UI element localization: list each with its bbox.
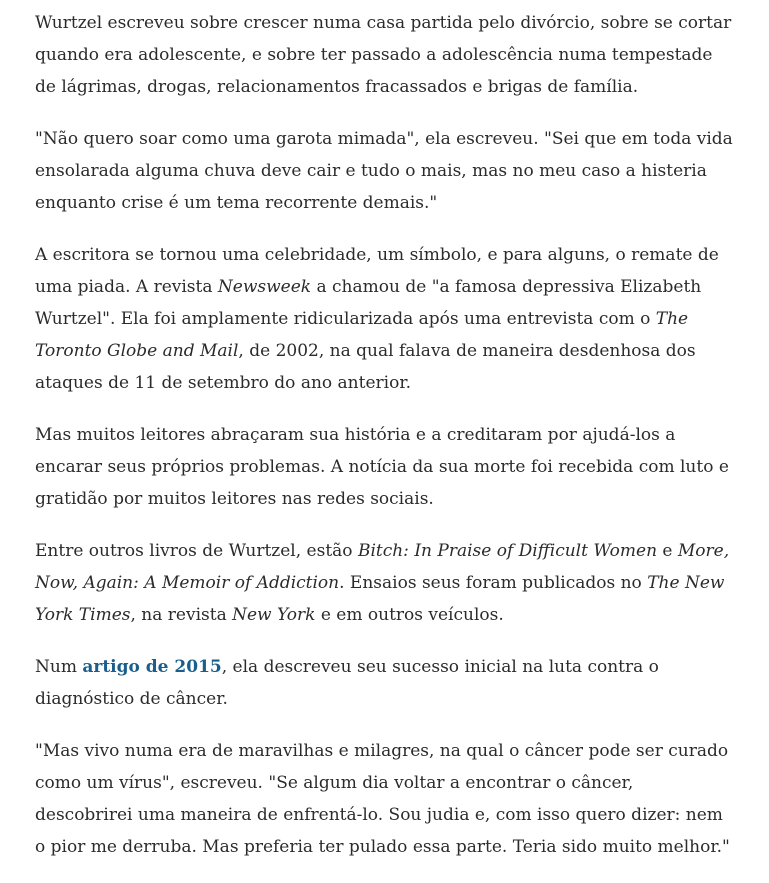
paragraph-5-text-3: . Ensaios seus foram publicados no <box>339 573 648 593</box>
paragraph-3 <box>35 239 735 399</box>
paragraph-3-text-1: A escritora se tornou uma celebridade, um símbolo, e para alguns, o remate de uma piada. A revista <box>35 245 719 297</box>
paragraph-2: "Não quero soar como uma garota mimada", ela escreveu. "Sei que em toda vida ensolarada alguma chuva deve cair e tudo o mais, mas no meu caso a histeria enquanto crise é um tema recorrente demais." <box>35 129 733 213</box>
article-2015-link[interactable]: artigo de 2015 <box>82 657 222 677</box>
paragraph-6-text-2: , ela descreveu seu sucesso inicial na luta contra o diagnóstico de câncer. <box>35 657 659 709</box>
paragraph-3-text-2: a chamou de "a famosa depressiva Elizabeth Wurtzel". Ela foi amplamente ridicularizada após uma entrevista com o <box>35 277 702 329</box>
paragraph-6-text-1: Num <box>35 657 83 677</box>
nyt-title: The New York Times <box>35 573 725 625</box>
paragraph-1: Wurtzel escreveu sobre crescer numa casa partida pelo divórcio, sobre se cortar quando era adolescente, e sobre ter passado a adolescência numa tempestade de lágrimas, drogas, relacionamentos fracassados e brigas de família. <box>35 13 732 97</box>
paragraph-5 <box>35 535 735 631</box>
book-title-bitch: Bitch: In Praise of Difficult Women <box>357 541 658 561</box>
paragraph-7: "Mas vivo numa era de maravilhas e milagres, na qual o câncer pode ser curado como um vírus", escreveu. "Se algum dia voltar a encontrar o câncer, descobrirei uma maneira de enfrentá-lo. Sou judia e, com isso quero dizer: nem o pior me derruba. Mas preferia ter pulado essa parte. Teria sido muito melhor." <box>35 741 730 857</box>
paragraph-4: Mas muitos leitores abraçaram sua história e a creditaram por ajudá-los a encarar seus próprios problemas. A notícia da sua morte foi recebida com luto e gratidão por muitos leitores nas redes sociais. <box>35 425 729 509</box>
paragraph-5-text-2: e <box>657 541 678 561</box>
paragraph-5-text-1: Entre outros livros de Wurtzel, estão <box>35 541 358 561</box>
newsweek-title: Newsweek <box>217 277 312 297</box>
book-title-more-now-again: More, Now, Again: A Memoir of Addiction <box>35 541 730 593</box>
toronto-globe-title: The Toronto Globe and Mail <box>35 309 689 361</box>
paragraph-3-text-3: , de 2002, na qual falava de maneira desdenhosa dos ataques de 11 de setembro do ano anterior. <box>35 341 696 393</box>
article-body <box>35 7 735 883</box>
paragraph-5-text-5: e em outros veículos. <box>315 605 504 625</box>
paragraph-5-text-4: , na revista <box>130 605 233 625</box>
new-york-magazine-title: New York <box>232 605 316 625</box>
paragraph-6 <box>35 651 735 715</box>
